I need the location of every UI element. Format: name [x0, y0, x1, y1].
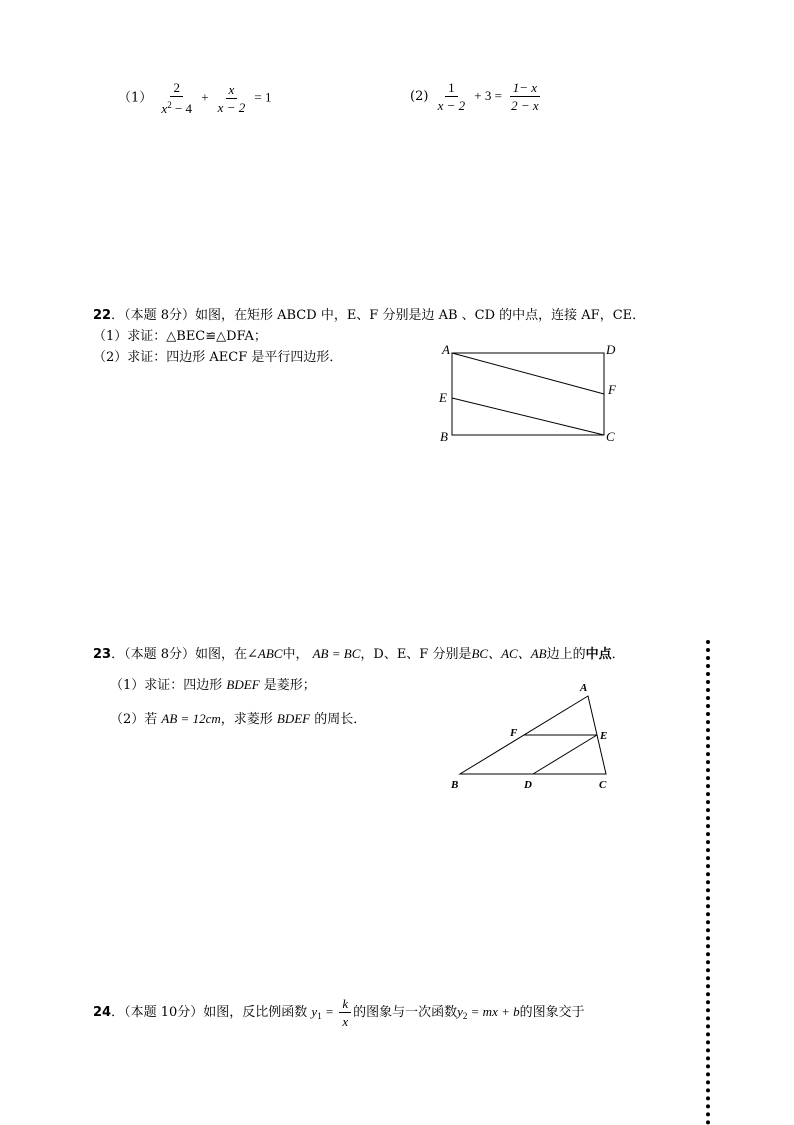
binding-dotted-line [706, 640, 710, 1125]
segment-af [452, 353, 604, 394]
q23-triangle-figure [440, 676, 630, 800]
q23-part2: （2）若 AB = 12cm，求菱形 BDEF 的周长． [110, 711, 367, 727]
label-e: E [600, 730, 608, 742]
label-e: E [439, 390, 447, 405]
equation-2-fraction-2: $\frac{1- x}{2 - x}$ [511, 80, 539, 113]
equation-1: （1） $\frac{2}{x^2 - 4}$ + $\frac{x}{x - 2}$ = 1 [118, 80, 272, 116]
q22-part2: （2）求证：四边形 AECF 是平行四边形． [93, 350, 343, 365]
q22-part1: （1）求证：△BEC≌△DFA； [93, 329, 267, 344]
label-d: D [606, 342, 616, 357]
q23-number: 23 [93, 647, 112, 662]
q24-fraction: $\frac{k}{x}$ [339, 996, 351, 1029]
label-f: F [510, 727, 518, 739]
label-b: B [440, 429, 448, 444]
label-c: C [599, 779, 607, 791]
segment-ec [452, 398, 604, 435]
label-b: B [451, 779, 459, 791]
q23-part1: （1）求证：四边形 BDEF 是菱形； [110, 677, 316, 693]
q22-stem: 22．（本题 8分）如图，在矩形 ABCD 中，E、F 分别是边 AB 、CD 的中点，连接 AF，CE． [93, 308, 646, 323]
label-f: F [608, 382, 616, 397]
equation-2: (2) $\frac{1}{x - 2}$ + 3 = $\frac{1- x}{2 - x}$ [410, 80, 544, 113]
equation-1-label: （1） [118, 90, 153, 106]
label-d: D [524, 779, 532, 791]
q23-stem: 23．（本题 8分）如图，在∠ABC中， AB = BC，D、E、F 分别是BC、AC、AB边上的中点． [93, 646, 625, 662]
segment-de [533, 735, 597, 774]
q22-rectangle-figure [430, 338, 630, 450]
q24-stem: 24．（本题 10分）如图，反比例函数 $y_1$ = $\frac{k}{x}$ 的图象与一次函数$y_2$ = mx + b的图象交于 [93, 996, 585, 1029]
label-a: A [580, 682, 588, 694]
equation-2-label: (2) [410, 89, 429, 104]
q24-number: 24 [93, 1005, 112, 1020]
equation-1-fraction-1: $\frac{2}{x^2 - 4}$ [161, 80, 193, 116]
label-a: A [442, 342, 450, 357]
q22-number: 22 [93, 308, 112, 323]
label-c: C [606, 429, 615, 444]
rectangle-abcd [452, 353, 604, 435]
equation-1-fraction-2: $\frac{x}{x - 2}$ [217, 81, 246, 115]
equation-2-fraction-1: $\frac{1}{x - 2}$ [437, 80, 466, 113]
